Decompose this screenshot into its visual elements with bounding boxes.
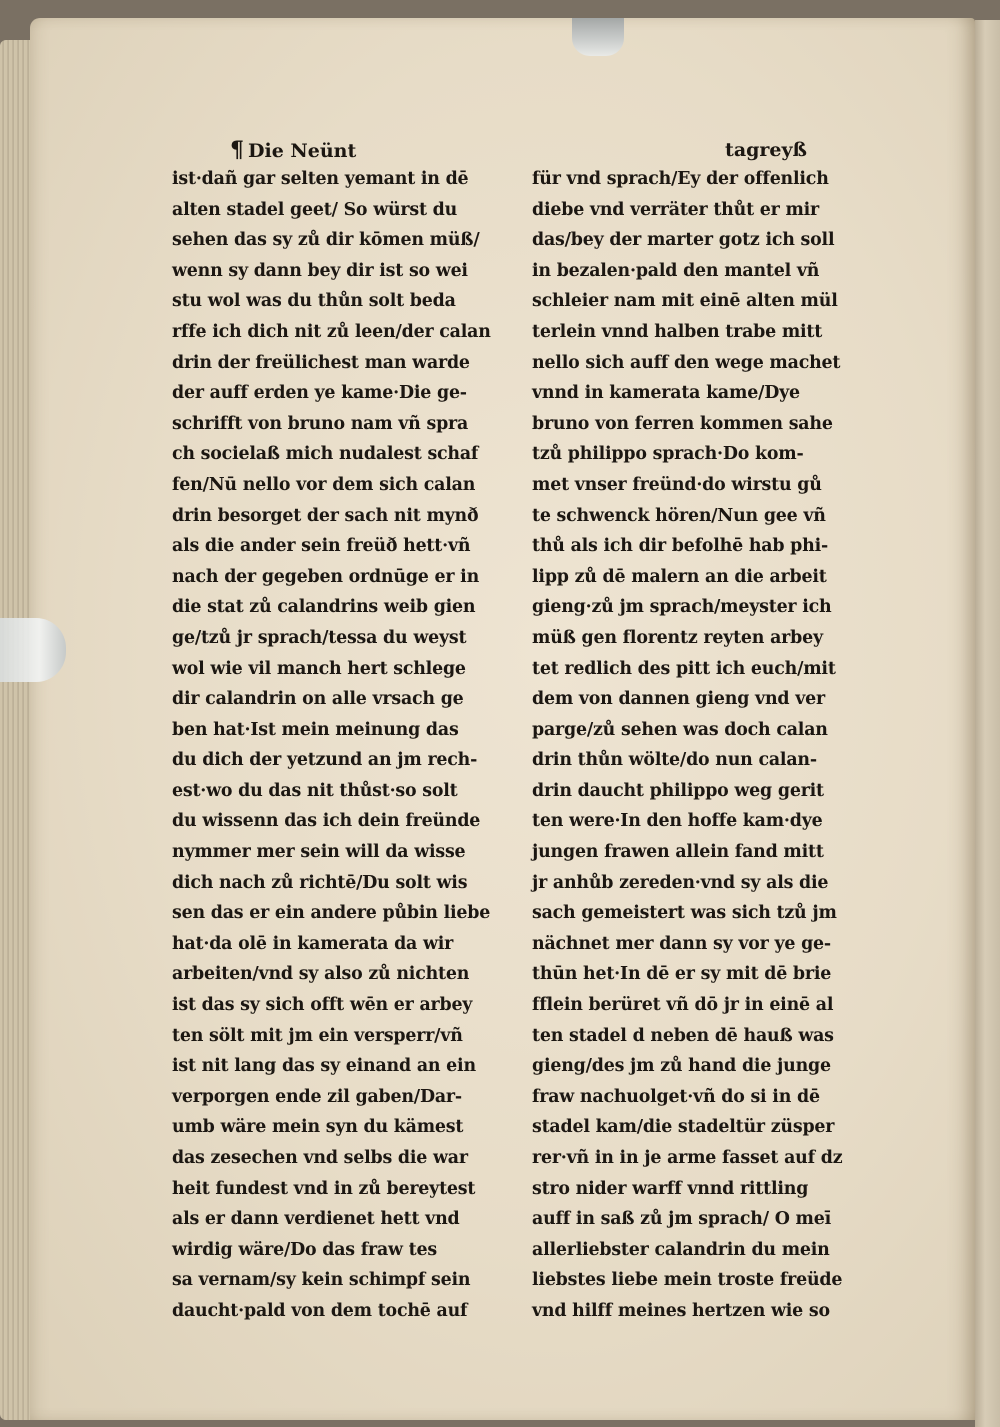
text-line: heit fundest vnd in zů bereytest xyxy=(172,1178,476,1199)
text-line: arbeiten/vnd sy also zů nichten xyxy=(172,964,470,985)
text-line: tet redlich des pitt ich euch/mit xyxy=(532,658,836,679)
text-line: drin besorget der sach nit mynð xyxy=(172,505,479,526)
text-line: bruno von ferren kommen sahe xyxy=(532,413,833,434)
text-line: du wissenn das ich dein freünde xyxy=(172,811,481,832)
text-line: drin thůn wölte/do nun calan- xyxy=(532,750,817,771)
text-line: parge/zů sehen was doch calan xyxy=(532,719,828,740)
text-line: allerliebster calandrin du mein xyxy=(532,1239,830,1260)
page-clip-left xyxy=(0,618,66,682)
right-text-column xyxy=(532,136,877,1327)
text-line: ben hat·Ist mein meinung das xyxy=(172,719,459,740)
text-line: dem von dannen gieng vnd ver xyxy=(532,689,825,710)
text-line: ist das sy sich offt wēn er arbey xyxy=(172,995,473,1016)
text-line: sen das er ein andere půbin liebe xyxy=(172,903,491,924)
text-line: stro nider warff vnnd rittling xyxy=(532,1178,809,1199)
text-line: in bezalen·pald den mantel vñ xyxy=(532,260,820,281)
text-line: müß gen florentz reyten arbey xyxy=(532,627,823,648)
left-column-lines xyxy=(172,164,517,1327)
text-line: dir calandrin on alle vrsach ge xyxy=(172,689,464,710)
text-line: ten sölt mit jm ein versperr/vñ xyxy=(172,1025,463,1046)
text-line: fflein berüret vñ dō jr in einē al xyxy=(532,995,834,1016)
text-line: wirdig wäre/Do das fraw tes xyxy=(172,1239,437,1260)
facing-page-edge xyxy=(975,20,1000,1427)
text-line: verporgen ende zil gaben/Dar- xyxy=(172,1086,462,1107)
text-line: drin daucht philippo weg gerit xyxy=(532,780,824,801)
left-text-column xyxy=(172,136,517,1327)
text-line: nello sich auff den wege machet xyxy=(532,352,841,373)
text-line: terlein vnnd halben trabe mitt xyxy=(532,321,823,342)
page-clip-top xyxy=(572,18,624,56)
text-line: das zesechen vnd selbs die war xyxy=(172,1148,468,1168)
text-line: ten were·In den hoffe kam·dye xyxy=(532,811,823,832)
text-line: ch socielaß mich nudalest schaf xyxy=(172,444,479,465)
text-line: sach gemeistert was sich tzů jm xyxy=(532,903,837,924)
text-line: wol wie vil manch hert schlege xyxy=(172,658,466,679)
text-line: jr anhůb zereden·vnd sy als die xyxy=(532,872,829,893)
text-line: umb wäre mein syn du kämest xyxy=(172,1117,464,1138)
text-line: als er dann verdienet hett vnd xyxy=(172,1209,460,1230)
text-line: fraw nachuolget·vñ do si in dē xyxy=(532,1086,820,1107)
running-head-left xyxy=(172,136,517,164)
text-line: nymmer mer sein will da wisse xyxy=(172,842,466,863)
text-line: sehen das sy zů dir kōmen müß/ xyxy=(172,230,480,251)
text-line: daucht·pald von dem tochē auf xyxy=(172,1300,468,1321)
text-line: tzů philippo sprach·Do kom- xyxy=(532,444,804,465)
text-line: du dich der yetzund an jm rech- xyxy=(172,750,478,771)
text-line: vnd hilff meines hertzen wie so xyxy=(532,1300,830,1321)
running-head-left-text: Die Neünt xyxy=(248,140,357,162)
text-line: gieng/des jm zů hand die junge xyxy=(532,1056,831,1077)
text-line: ge/tzů jr sprach/tessa du weyst xyxy=(172,627,467,648)
text-line: rer·vñ in in je arme fasset auf dz xyxy=(532,1148,843,1168)
running-head-right: tagreyß xyxy=(725,139,807,161)
text-line: auff in saß zů jm sprach/ O meī xyxy=(532,1209,831,1230)
text-line: dich nach zů richtē/Du solt wis xyxy=(172,872,468,893)
text-line: der auff erden ye kame·Die ge- xyxy=(172,383,467,404)
text-line: thūn het·In dē er sy mit dē brie xyxy=(532,964,832,985)
text-line: wenn sy dann bey dir ist so wei xyxy=(172,260,468,281)
text-line: est·wo du das nit thůst·so solt xyxy=(172,780,458,801)
text-line: vnnd in kamerata kame/Dye xyxy=(532,383,800,404)
text-line: thů als ich dir befolhē hab phi- xyxy=(532,536,829,557)
text-line: jungen frawen allein fand mitt xyxy=(532,842,824,863)
text-line: liebstes liebe mein troste freüde xyxy=(532,1270,843,1291)
text-line: diebe vnd verräter thůt er mir xyxy=(532,199,820,220)
text-line: alten stadel geet/ So würst du xyxy=(172,199,458,220)
text-line: das/bey der marter gotz ich soll xyxy=(532,230,835,251)
text-line: rffe ich dich nit zů leen/der calan xyxy=(172,321,491,342)
text-line: hat·da olē in kamerata da wir xyxy=(172,933,454,954)
text-line: gieng·zů jm sprach/meyster ich xyxy=(532,597,832,618)
text-line: stadel kam/die stadeltür züsper xyxy=(532,1117,835,1138)
text-line: schrifft von bruno nam vñ sprа xyxy=(172,413,469,434)
text-line: als die ander sein freüð hett·vñ xyxy=(172,536,471,557)
text-line: nächnet mer dann sy vor ye ge- xyxy=(532,933,831,954)
text-line: ten stadel d neben dē hauß was xyxy=(532,1025,834,1046)
text-line: die stat zů calandrins weib gien xyxy=(172,597,476,618)
text-line: für vnd sprach/Ey der offenlich xyxy=(532,169,829,189)
text-line: nach der gegeben ordnūge er in xyxy=(172,566,480,587)
text-line: te schwenck hören/Nun gee vñ xyxy=(532,505,826,526)
pilcrow-mark: ¶ xyxy=(230,137,244,163)
text-line: sa vernam/sy kein schimpf sein xyxy=(172,1270,471,1291)
text-line: lipp zů dē malern an die arbeit xyxy=(532,566,827,587)
text-line: ist nit lang das sy einand an ein xyxy=(172,1056,476,1077)
text-line: fen/Nū nello vor dem sich calan xyxy=(172,474,476,495)
text-line: met vnser freünd·do wirstu gů xyxy=(532,474,822,495)
text-line: stu wol was du thůn solt beda xyxy=(172,291,456,312)
text-line: drin der freülichest man warde xyxy=(172,352,470,373)
text-line: schleier nam mit einē alten mül xyxy=(532,291,838,312)
text-line: ist·dañ gar selten yemant in dē xyxy=(172,169,469,189)
right-column-lines xyxy=(532,164,877,1327)
